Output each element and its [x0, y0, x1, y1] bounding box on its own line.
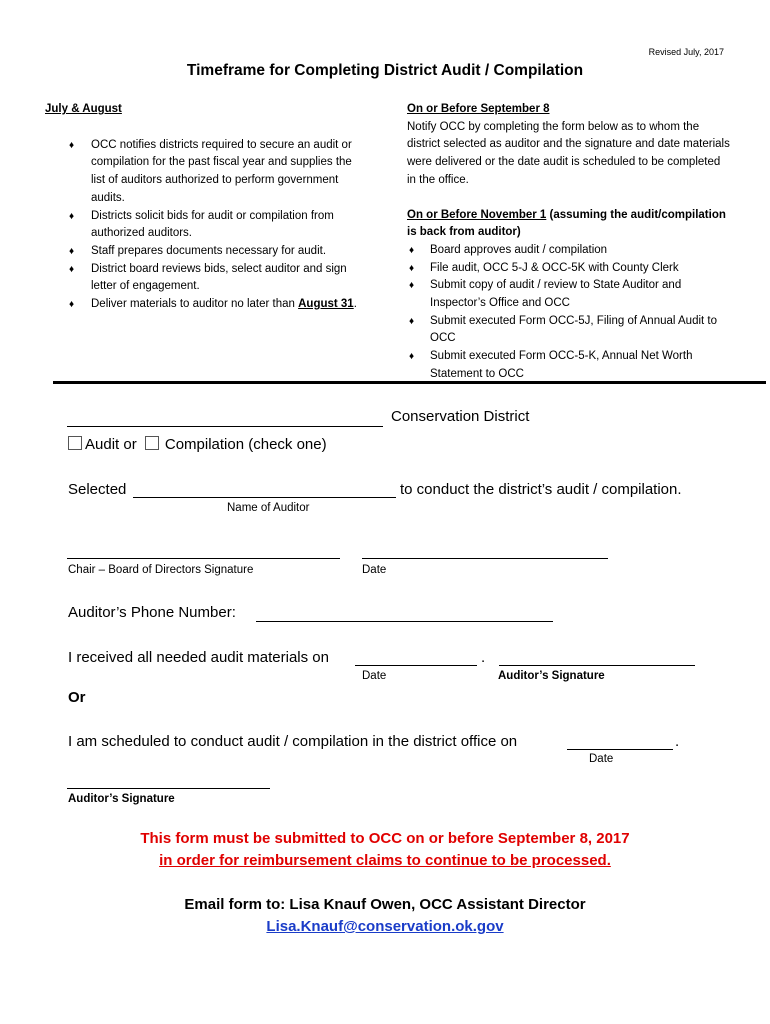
deadline-notice-line-2: in order for reimbursement claims to continue to be processed. [159, 852, 611, 869]
list-item: ♦ File audit, OCC 5-J & OCC-5K with County Clerk [407, 260, 732, 278]
scheduled-date-caption: Date [589, 753, 614, 765]
chair-date-caption: Date [362, 564, 387, 576]
name-of-auditor-caption: Name of Auditor [227, 502, 310, 514]
received-period: . [481, 649, 486, 666]
scheduled-period: . [675, 733, 680, 750]
email-heading: Email form to: Lisa Knauf Owen, OCC Assistant Director [184, 896, 586, 913]
auditor-signature-caption: Auditor’s Signature [68, 793, 175, 805]
audit-type-row [68, 436, 327, 453]
deadline-notice-line-1: This form must be submitted to OCC on or before September 8, 2017 [140, 830, 630, 847]
diamond-bullet-icon: ♦ [409, 280, 415, 292]
diamond-bullet-icon: ♦ [409, 244, 415, 256]
diamond-bullet-icon: ♦ [69, 139, 75, 151]
list-item: ♦ District board reviews bids, select auditor and sign letter of engagement. [69, 262, 347, 293]
compilation-label: Compilation (check one) [164, 436, 327, 453]
list-item: ♦ Districts solicit bids for audit or compilation from authorized auditors. [69, 209, 334, 240]
diamond-bullet-icon: ♦ [409, 351, 415, 363]
scheduled-date-field[interactable] [567, 749, 673, 750]
phone-field[interactable] [256, 621, 553, 622]
chair-date-field[interactable] [362, 558, 608, 559]
district-label: Conservation District [391, 408, 530, 425]
email-link[interactable]: Lisa.Knauf@conservation.ok.gov [266, 918, 504, 935]
received-date-caption: Date [362, 670, 387, 682]
list-item: ♦ Deliver materials to auditor no later than August 31. [45, 296, 365, 314]
selected-label: Selected [68, 481, 127, 498]
left-bullet-list [45, 137, 365, 314]
district-name-field[interactable] [67, 426, 383, 427]
diamond-bullet-icon: ♦ [409, 262, 415, 274]
diamond-bullet-icon: ♦ [69, 299, 75, 311]
section-divider [53, 381, 766, 384]
list-item: ♦ OCC notifies districts required to secure an audit or compilation for the past fiscal year and supplies the list of auditors authorized to perform government audits. [69, 138, 352, 204]
conduct-label: to conduct the district’s audit / compilation. [400, 481, 682, 498]
diamond-bullet-icon: ♦ [409, 315, 415, 327]
deadline-date: August 31 [298, 298, 354, 311]
list-item: ♦ Board approves audit / compilation [407, 242, 732, 260]
phone-label: Auditor’s Phone Number: [68, 604, 236, 621]
compilation-checkbox[interactable] [145, 436, 159, 450]
received-signature-field[interactable] [499, 665, 695, 666]
list-item: ♦ Staff prepares documents necessary for audit. [45, 243, 365, 261]
diamond-bullet-icon: ♦ [69, 210, 75, 222]
diamond-bullet-icon: ♦ [69, 245, 75, 257]
or-label: Or [68, 689, 86, 706]
left-column [45, 101, 365, 314]
list-item: ♦ Submit copy of audit / review to State Auditor and Inspector’s Office and OCC [409, 279, 682, 310]
scheduled-label: I am scheduled to conduct audit / compilation in the district office on [68, 733, 518, 750]
diamond-bullet-icon: ♦ [69, 263, 75, 275]
left-column-heading: July & August [45, 103, 122, 115]
notify-text: Notify OCC by completing the form below as to whom the district selected as auditor and the signature and date materials were delivered or the date audit is scheduled to be completed in the office. [407, 120, 730, 186]
right-bullet-list [407, 242, 732, 384]
revised-date: Revised July, 2017 [648, 47, 724, 57]
list-item: ♦ Submit executed Form OCC-5-K, Annual Net Worth Statement to OCC [409, 350, 693, 380]
page-title: Timeframe for Completing District Audit / Compilation [186, 62, 584, 79]
right-column [407, 101, 732, 384]
right-column-heading-1: On or Before September 8 [407, 103, 550, 115]
audit-checkbox[interactable] [68, 436, 82, 450]
right-column-heading-2: On or Before November 1 (assuming the audit/compilation is back from auditor) [407, 208, 726, 239]
audit-label: Audit or [85, 436, 137, 453]
received-signature-caption: Auditor’s Signature [498, 670, 605, 682]
list-item: ♦ Submit executed Form OCC-5J, Filing of Annual Audit to OCC [409, 314, 717, 345]
auditor-signature-field[interactable] [67, 788, 270, 789]
chair-signature-field[interactable] [67, 558, 340, 559]
auditor-name-field[interactable] [133, 497, 396, 498]
chair-signature-caption: Chair – Board of Directors Signature [68, 564, 254, 576]
received-date-field[interactable] [355, 665, 477, 666]
received-label: I received all needed audit materials on [68, 649, 329, 666]
